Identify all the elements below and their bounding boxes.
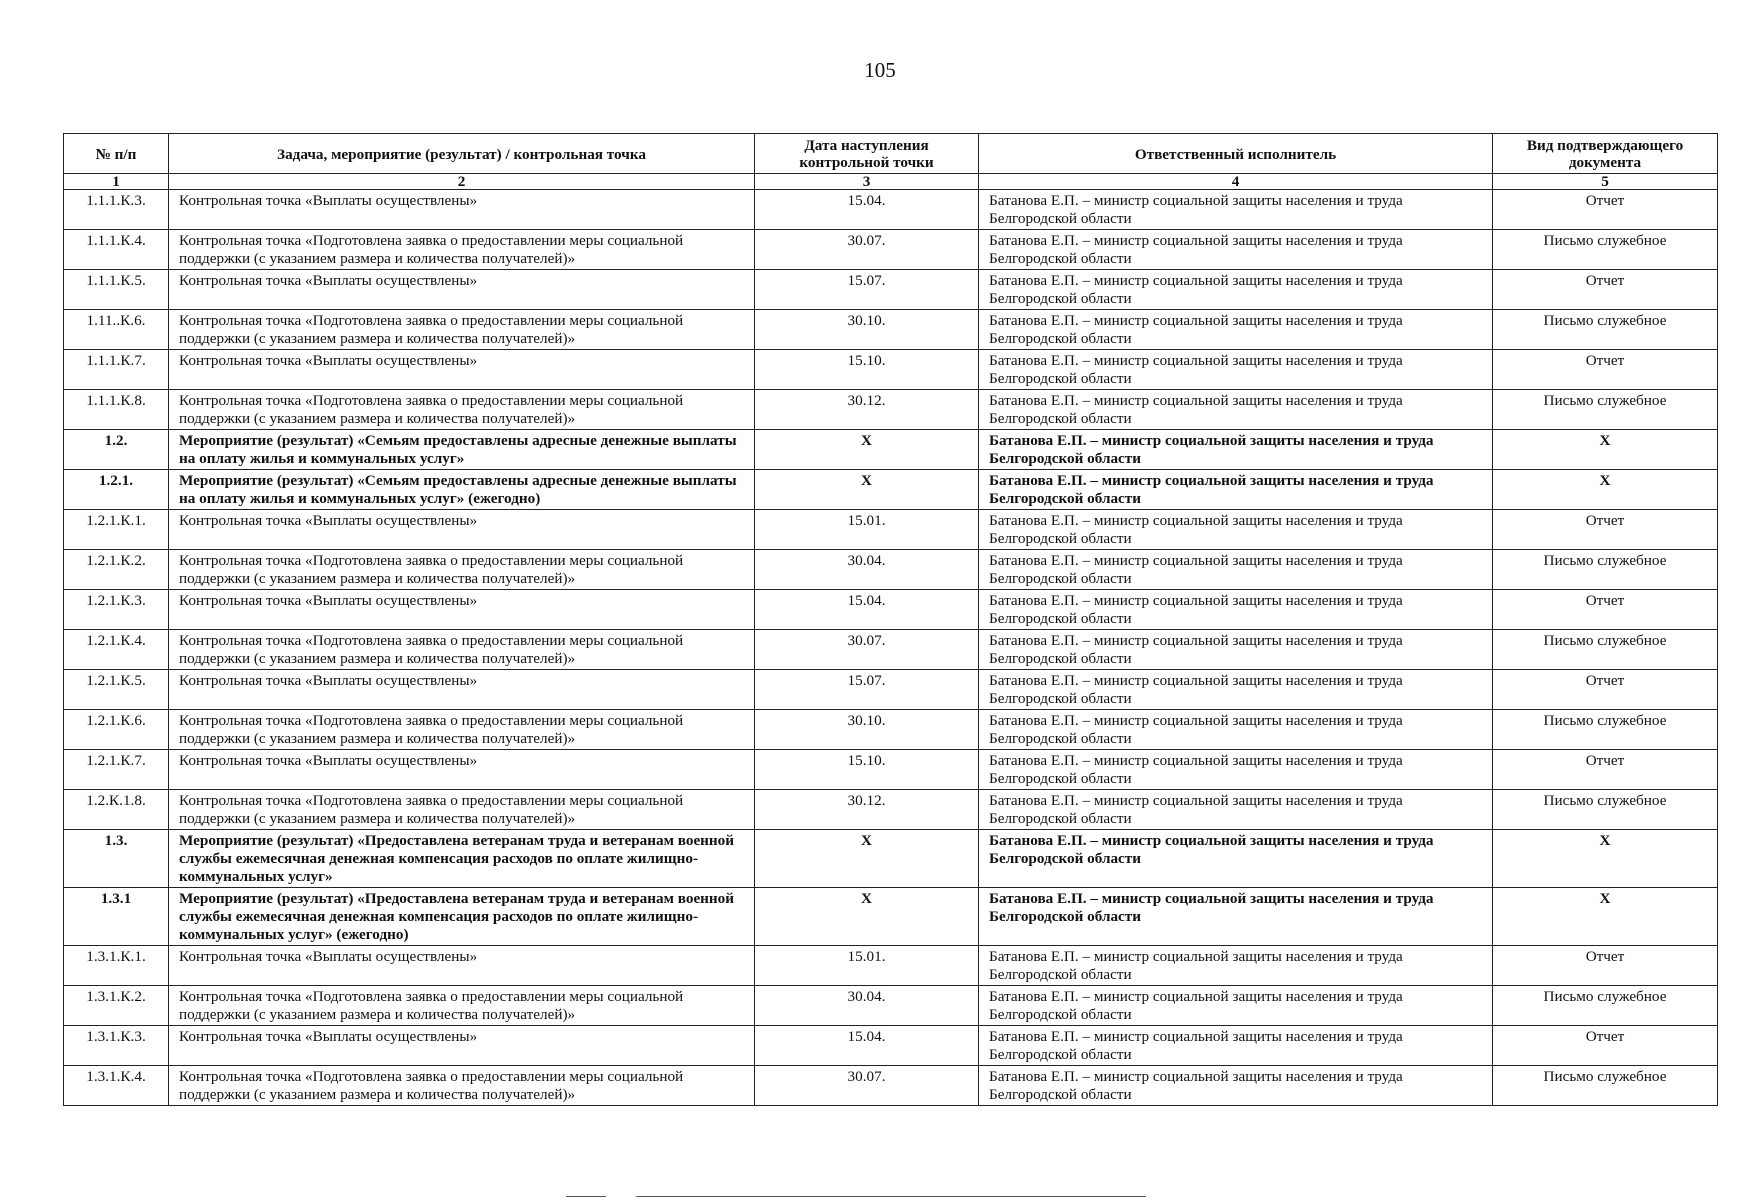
control-points-table	[63, 133, 1718, 1106]
cell-date: 15.07.	[755, 670, 979, 710]
header-task: Задача, мероприятие (результат) / контрольная точка	[169, 134, 755, 174]
cell-task: Контрольная точка «Выплаты осуществлены»	[169, 670, 755, 710]
cell-date: 15.04.	[755, 1026, 979, 1066]
cell-date: X	[755, 470, 979, 510]
cell-document: X	[1493, 830, 1718, 888]
cell-document: Письмо служебное	[1493, 550, 1718, 590]
cell-responsible: Батанова Е.П. – министр социальной защиты населения и труда Белгородской области	[979, 550, 1493, 590]
cell-document: Письмо служебное	[1493, 1066, 1718, 1106]
cell-num: 1.1.1.К.7.	[64, 350, 169, 390]
footer-rule	[636, 1196, 1146, 1197]
cell-responsible: Батанова Е.П. – министр социальной защиты населения и труда Белгородской области	[979, 390, 1493, 430]
table-row	[64, 670, 1718, 710]
cell-date: 30.04.	[755, 550, 979, 590]
cell-responsible: Батанова Е.П. – министр социальной защиты населения и труда Белгородской области	[979, 510, 1493, 550]
cell-task: Контрольная точка «Выплаты осуществлены»	[169, 190, 755, 230]
column-number: 2	[169, 174, 755, 190]
page-number: 105	[864, 58, 896, 82]
cell-document: Отчет	[1493, 510, 1718, 550]
cell-num: 1.2.1.К.3.	[64, 590, 169, 630]
cell-responsible: Батанова Е.П. – министр социальной защиты населения и труда Белгородской области	[979, 710, 1493, 750]
cell-document: Отчет	[1493, 590, 1718, 630]
cell-num: 1.2.	[64, 430, 169, 470]
table-row	[64, 470, 1718, 510]
cell-date: 30.04.	[755, 986, 979, 1026]
cell-num: 1.1.1.К.5.	[64, 270, 169, 310]
table-row	[64, 550, 1718, 590]
cell-num: 1.2.1.К.6.	[64, 710, 169, 750]
cell-responsible: Батанова Е.П. – министр социальной защиты населения и труда Белгородской области	[979, 946, 1493, 986]
table-row	[64, 986, 1718, 1026]
cell-num: 1.11..К.6.	[64, 310, 169, 350]
table-row	[64, 750, 1718, 790]
cell-num: 1.2.1.К.4.	[64, 630, 169, 670]
cell-responsible: Батанова Е.П. – министр социальной защиты населения и труда Белгородской области	[979, 1066, 1493, 1106]
table-header-row	[64, 134, 1718, 174]
table-row	[64, 230, 1718, 270]
cell-task: Контрольная точка «Подготовлена заявка о предоставлении меры социальной поддержки (с указанием размера и количества получателей)»	[169, 390, 755, 430]
cell-date: 15.10.	[755, 750, 979, 790]
cell-num: 1.2.1.К.2.	[64, 550, 169, 590]
cell-document: Письмо служебное	[1493, 710, 1718, 750]
cell-date: 15.10.	[755, 350, 979, 390]
cell-date: 30.07.	[755, 1066, 979, 1106]
cell-document: Отчет	[1493, 1026, 1718, 1066]
table-row	[64, 430, 1718, 470]
cell-num: 1.2.1.К.1.	[64, 510, 169, 550]
cell-responsible: Батанова Е.П. – министр социальной защиты населения и труда Белгородской области	[979, 830, 1493, 888]
cell-date: 15.04.	[755, 190, 979, 230]
cell-responsible: Батанова Е.П. – министр социальной защиты населения и труда Белгородской области	[979, 430, 1493, 470]
cell-num: 1.3.1.К.4.	[64, 1066, 169, 1106]
cell-responsible: Батанова Е.П. – министр социальной защиты населения и труда Белгородской области	[979, 790, 1493, 830]
cell-task: Контрольная точка «Подготовлена заявка о предоставлении меры социальной поддержки (с указанием размера и количества получателей)»	[169, 790, 755, 830]
cell-task: Мероприятие (результат) «Предоставлена ветеранам труда и ветеранам военной службы ежемесячная денежная компенсация расходов по оплате жилищно-коммунальных услуг»	[169, 830, 755, 888]
cell-date: 30.10.	[755, 310, 979, 350]
table-row	[64, 190, 1718, 230]
cell-task: Контрольная точка «Подготовлена заявка о предоставлении меры социальной поддержки (с указанием размера и количества получателей)»	[169, 986, 755, 1026]
cell-num: 1.3.	[64, 830, 169, 888]
table-row	[64, 630, 1718, 670]
table-row	[64, 270, 1718, 310]
cell-date: 30.10.	[755, 710, 979, 750]
cell-date: 30.12.	[755, 390, 979, 430]
cell-responsible: Батанова Е.П. – министр социальной защиты населения и труда Белгородской области	[979, 630, 1493, 670]
table-row	[64, 830, 1718, 888]
cell-task: Контрольная точка «Выплаты осуществлены»	[169, 750, 755, 790]
cell-task: Контрольная точка «Подготовлена заявка о предоставлении меры социальной поддержки (с указанием размера и количества получателей)»	[169, 1066, 755, 1106]
cell-num: 1.1.1.К.8.	[64, 390, 169, 430]
column-number: 5	[1493, 174, 1718, 190]
table-row	[64, 510, 1718, 550]
cell-responsible: Батанова Е.П. – министр социальной защиты населения и труда Белгородской области	[979, 270, 1493, 310]
table-body	[64, 190, 1718, 1106]
cell-document: Отчет	[1493, 750, 1718, 790]
cell-document: Отчет	[1493, 670, 1718, 710]
cell-document: X	[1493, 888, 1718, 946]
cell-num: 1.2.К.1.8.	[64, 790, 169, 830]
cell-document: Письмо служебное	[1493, 230, 1718, 270]
cell-document: Письмо служебное	[1493, 310, 1718, 350]
cell-document: X	[1493, 470, 1718, 510]
cell-date: X	[755, 830, 979, 888]
column-number: 1	[64, 174, 169, 190]
cell-task: Контрольная точка «Подготовлена заявка о предоставлении меры социальной поддержки (с указанием размера и количества получателей)»	[169, 310, 755, 350]
cell-task: Мероприятие (результат) «Семьям предоставлены адресные денежные выплаты на оплату жилья и коммунальных услуг» (ежегодно)	[169, 470, 755, 510]
table-row	[64, 310, 1718, 350]
table-row	[64, 888, 1718, 946]
cell-date: 30.12.	[755, 790, 979, 830]
table-row	[64, 350, 1718, 390]
cell-document: Отчет	[1493, 270, 1718, 310]
cell-task: Мероприятие (результат) «Семьям предоставлены адресные денежные выплаты на оплату жилья и коммунальных услуг»	[169, 430, 755, 470]
cell-document: Отчет	[1493, 350, 1718, 390]
cell-date: 15.04.	[755, 590, 979, 630]
cell-task: Контрольная точка «Выплаты осуществлены»	[169, 1026, 755, 1066]
cell-responsible: Батанова Е.П. – министр социальной защиты населения и труда Белгородской области	[979, 230, 1493, 270]
cell-responsible: Батанова Е.П. – министр социальной защиты населения и труда Белгородской области	[979, 470, 1493, 510]
cell-num: 1.2.1.К.7.	[64, 750, 169, 790]
cell-task: Контрольная точка «Подготовлена заявка о предоставлении меры социальной поддержки (с указанием размера и количества получателей)»	[169, 550, 755, 590]
cell-responsible: Батанова Е.П. – министр социальной защиты населения и труда Белгородской области	[979, 888, 1493, 946]
table-row	[64, 390, 1718, 430]
column-number: 3	[755, 174, 979, 190]
cell-num: 1.3.1.К.2.	[64, 986, 169, 1026]
cell-responsible: Батанова Е.П. – министр социальной защиты населения и труда Белгородской области	[979, 590, 1493, 630]
cell-num: 1.2.1.К.5.	[64, 670, 169, 710]
cell-task: Контрольная точка «Подготовлена заявка о предоставлении меры социальной поддержки (с указанием размера и количества получателей)»	[169, 710, 755, 750]
cell-responsible: Батанова Е.П. – министр социальной защиты населения и труда Белгородской области	[979, 670, 1493, 710]
cell-task: Контрольная точка «Выплаты осуществлены»	[169, 510, 755, 550]
column-number-row	[64, 174, 1718, 190]
footer-rule	[566, 1196, 606, 1197]
cell-document: Письмо служебное	[1493, 986, 1718, 1026]
cell-task: Контрольная точка «Выплаты осуществлены»	[169, 946, 755, 986]
table-row	[64, 1066, 1718, 1106]
cell-num: 1.1.1.К.3.	[64, 190, 169, 230]
cell-date: 15.07.	[755, 270, 979, 310]
cell-task: Контрольная точка «Выплаты осуществлены»	[169, 270, 755, 310]
header-responsible: Ответственный исполнитель	[979, 134, 1493, 174]
cell-document: Отчет	[1493, 946, 1718, 986]
cell-date: 15.01.	[755, 946, 979, 986]
cell-responsible: Батанова Е.П. – министр социальной защиты населения и труда Белгородской области	[979, 310, 1493, 350]
cell-responsible: Батанова Е.П. – министр социальной защиты населения и труда Белгородской области	[979, 190, 1493, 230]
cell-task: Контрольная точка «Подготовлена заявка о предоставлении меры социальной поддержки (с указанием размера и количества получателей)»	[169, 630, 755, 670]
cell-date: 30.07.	[755, 630, 979, 670]
header-num: № п/п	[64, 134, 169, 174]
cell-date: 30.07.	[755, 230, 979, 270]
cell-task: Мероприятие (результат) «Предоставлена ветеранам труда и ветеранам военной службы ежемесячная денежная компенсация расходов по оплате жилищно-коммунальных услуг» (ежегодно)	[169, 888, 755, 946]
cell-date: 15.01.	[755, 510, 979, 550]
cell-document: Письмо служебное	[1493, 630, 1718, 670]
cell-responsible: Батанова Е.П. – министр социальной защиты населения и труда Белгородской области	[979, 986, 1493, 1026]
cell-num: 1.3.1	[64, 888, 169, 946]
cell-num: 1.3.1.К.3.	[64, 1026, 169, 1066]
table-row	[64, 710, 1718, 750]
cell-num: 1.3.1.К.1.	[64, 946, 169, 986]
cell-document: Письмо служебное	[1493, 790, 1718, 830]
cell-responsible: Батанова Е.П. – министр социальной защиты населения и труда Белгородской области	[979, 1026, 1493, 1066]
cell-responsible: Батанова Е.П. – министр социальной защиты населения и труда Белгородской области	[979, 750, 1493, 790]
column-number: 4	[979, 174, 1493, 190]
cell-document: Письмо служебное	[1493, 390, 1718, 430]
cell-num: 1.1.1.К.4.	[64, 230, 169, 270]
table-row	[64, 946, 1718, 986]
table-row	[64, 1026, 1718, 1066]
cell-task: Контрольная точка «Выплаты осуществлены»	[169, 590, 755, 630]
cell-document: X	[1493, 430, 1718, 470]
cell-num: 1.2.1.	[64, 470, 169, 510]
cell-date: X	[755, 888, 979, 946]
header-date: Дата наступления контрольной точки	[755, 134, 979, 174]
cell-date: X	[755, 430, 979, 470]
table-row	[64, 790, 1718, 830]
cell-responsible: Батанова Е.П. – министр социальной защиты населения и труда Белгородской области	[979, 350, 1493, 390]
header-document: Вид подтверждающего документа	[1493, 134, 1718, 174]
table-row	[64, 590, 1718, 630]
cell-document: Отчет	[1493, 190, 1718, 230]
cell-task: Контрольная точка «Выплаты осуществлены»	[169, 350, 755, 390]
cell-task: Контрольная точка «Подготовлена заявка о предоставлении меры социальной поддержки (с указанием размера и количества получателей)»	[169, 230, 755, 270]
